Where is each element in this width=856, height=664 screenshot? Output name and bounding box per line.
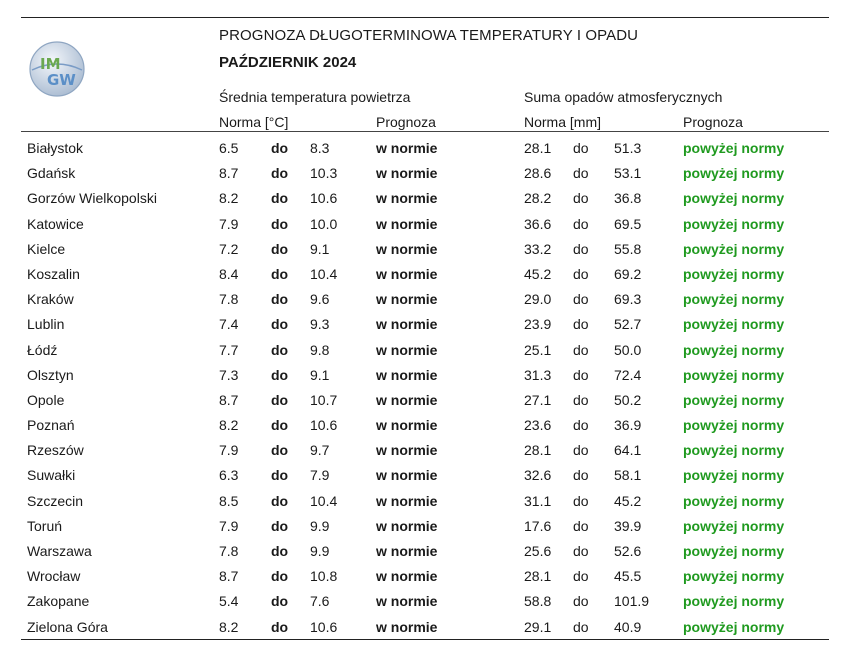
temp-norma-max: 10.8 bbox=[310, 568, 338, 585]
precip-norma-min: 28.1 bbox=[524, 442, 552, 459]
precip-forecast: powyżej normy bbox=[683, 417, 785, 434]
table-row bbox=[0, 615, 856, 640]
city-name: Koszalin bbox=[27, 265, 80, 282]
precip-range-sep: do bbox=[573, 517, 589, 534]
precip-range-sep: do bbox=[573, 215, 589, 232]
table-row bbox=[0, 212, 856, 237]
precip-norma-max: 50.2 bbox=[614, 391, 642, 408]
precip-norma-min: 28.1 bbox=[524, 140, 552, 156]
city-name: Rzeszów bbox=[27, 442, 84, 459]
precip-forecast: powyżej normy bbox=[683, 215, 785, 232]
precip-forecast: powyżej normy bbox=[683, 593, 785, 610]
precip-norma-max: 39.9 bbox=[614, 517, 642, 534]
temp-forecast: w normie bbox=[376, 165, 438, 182]
temp-range-sep: do bbox=[271, 316, 289, 333]
temp-range-sep: do bbox=[271, 190, 289, 207]
temp-forecast: w normie bbox=[376, 240, 438, 257]
temp-norma-min: 7.4 bbox=[219, 316, 239, 333]
temp-forecast: w normie bbox=[376, 442, 438, 459]
precip-norma-max: 58.1 bbox=[614, 467, 642, 484]
temp-norma-min: 7.2 bbox=[219, 240, 239, 257]
temp-range-sep: do bbox=[271, 593, 289, 610]
temp-norma-header: Norma [°C] bbox=[219, 114, 289, 130]
temp-range-sep: do bbox=[271, 417, 289, 434]
temp-forecast: w normie bbox=[376, 517, 438, 534]
precip-norma-max: 64.1 bbox=[614, 442, 642, 459]
precip-forecast: powyżej normy bbox=[683, 442, 785, 459]
precip-norma-max: 101.9 bbox=[614, 593, 650, 610]
bottom-rule bbox=[21, 639, 829, 640]
temperature-group-heading: Średnia temperatura powietrza bbox=[219, 89, 411, 105]
temp-forecast: w normie bbox=[376, 215, 438, 232]
temp-norma-min: 7.9 bbox=[219, 442, 239, 459]
city-name: Zielona Góra bbox=[27, 618, 108, 635]
temp-norma-min: 8.4 bbox=[219, 265, 239, 282]
temp-forecast: w normie bbox=[376, 291, 438, 308]
precip-prognoza-header: Prognoza bbox=[683, 114, 743, 130]
temp-norma-max: 7.9 bbox=[310, 467, 330, 484]
temp-range-sep: do bbox=[271, 391, 289, 408]
temp-norma-max: 10.7 bbox=[310, 391, 338, 408]
precip-norma-max: 72.4 bbox=[614, 366, 642, 383]
temp-range-sep: do bbox=[271, 215, 289, 232]
precip-norma-min: 32.6 bbox=[524, 467, 552, 484]
temp-forecast: w normie bbox=[376, 618, 438, 635]
table-row bbox=[0, 413, 856, 438]
table-row bbox=[0, 262, 856, 287]
precipitation-group-heading: Suma opadów atmosferycznych bbox=[524, 89, 723, 105]
precip-forecast: powyżej normy bbox=[683, 265, 785, 282]
precip-range-sep: do bbox=[573, 492, 589, 509]
temp-norma-max: 9.9 bbox=[310, 517, 330, 534]
city-name: Kielce bbox=[27, 240, 66, 257]
precip-norma-max: 40.9 bbox=[614, 618, 642, 635]
temp-forecast: w normie bbox=[376, 190, 438, 207]
header-rule bbox=[21, 131, 829, 132]
precip-forecast: powyżej normy bbox=[683, 543, 785, 559]
precip-forecast: powyżej normy bbox=[683, 140, 785, 156]
precip-norma-min: 36.6 bbox=[524, 215, 552, 232]
temp-norma-min: 7.7 bbox=[219, 341, 239, 358]
table-row bbox=[0, 489, 856, 514]
precip-range-sep: do bbox=[573, 543, 589, 559]
temp-forecast: w normie bbox=[376, 492, 438, 509]
temp-norma-min: 8.5 bbox=[219, 492, 239, 509]
temp-norma-max: 10.6 bbox=[310, 618, 338, 635]
city-name: Kraków bbox=[27, 291, 74, 308]
precip-norma-header: Norma [mm] bbox=[524, 114, 601, 130]
precip-norma-min: 25.6 bbox=[524, 543, 552, 559]
precip-forecast: powyżej normy bbox=[683, 467, 785, 484]
precip-norma-max: 51.3 bbox=[614, 140, 642, 156]
table-row bbox=[0, 287, 856, 312]
temp-range-sep: do bbox=[271, 291, 289, 308]
temp-norma-max: 9.7 bbox=[310, 442, 330, 459]
temp-norma-min: 7.8 bbox=[219, 291, 239, 308]
temp-norma-min: 8.7 bbox=[219, 568, 239, 585]
imgw-logo-icon bbox=[28, 40, 86, 98]
precip-range-sep: do bbox=[573, 240, 589, 257]
temp-norma-min: 7.3 bbox=[219, 366, 239, 383]
precip-forecast: powyżej normy bbox=[683, 568, 785, 585]
temp-forecast: w normie bbox=[376, 140, 438, 156]
temp-norma-max: 10.4 bbox=[310, 492, 338, 509]
precip-forecast: powyżej normy bbox=[683, 517, 785, 534]
precip-norma-min: 28.6 bbox=[524, 165, 552, 182]
table-row bbox=[0, 136, 856, 161]
precip-norma-max: 53.1 bbox=[614, 165, 642, 182]
precip-range-sep: do bbox=[573, 140, 589, 156]
city-name: Szczecin bbox=[27, 492, 84, 509]
temp-range-sep: do bbox=[271, 517, 289, 534]
precip-range-sep: do bbox=[573, 417, 589, 434]
precip-forecast: powyżej normy bbox=[683, 165, 785, 182]
precip-range-sep: do bbox=[573, 341, 589, 358]
table-row bbox=[0, 589, 856, 614]
temp-norma-min: 8.7 bbox=[219, 165, 239, 182]
precip-range-sep: do bbox=[573, 442, 589, 459]
temp-forecast: w normie bbox=[376, 593, 438, 610]
precip-norma-min: 23.6 bbox=[524, 417, 552, 434]
precip-norma-max: 45.5 bbox=[614, 568, 642, 585]
precip-norma-min: 58.8 bbox=[524, 593, 552, 610]
temp-range-sep: do bbox=[271, 618, 289, 635]
precip-norma-min: 28.2 bbox=[524, 190, 552, 207]
temp-forecast: w normie bbox=[376, 341, 438, 358]
city-name: Poznań bbox=[27, 417, 75, 434]
precip-forecast: powyżej normy bbox=[683, 291, 785, 308]
precip-norma-min: 29.0 bbox=[524, 291, 552, 308]
temp-forecast: w normie bbox=[376, 391, 438, 408]
precip-forecast: powyżej normy bbox=[683, 190, 785, 207]
precip-forecast: powyżej normy bbox=[683, 316, 785, 333]
table-row bbox=[0, 564, 856, 589]
precip-range-sep: do bbox=[573, 366, 589, 383]
precip-forecast: powyżej normy bbox=[683, 492, 785, 509]
temp-norma-min: 7.8 bbox=[219, 543, 239, 559]
table-row bbox=[0, 161, 856, 186]
temp-prognoza-header: Prognoza bbox=[376, 114, 436, 130]
temp-norma-max: 9.9 bbox=[310, 543, 330, 559]
temp-forecast: w normie bbox=[376, 543, 438, 559]
precip-norma-min: 27.1 bbox=[524, 391, 552, 408]
temp-range-sep: do bbox=[271, 240, 289, 257]
temp-norma-max: 9.1 bbox=[310, 240, 330, 257]
temp-norma-min: 6.5 bbox=[219, 140, 239, 156]
temp-norma-max: 10.4 bbox=[310, 265, 338, 282]
precip-norma-min: 31.1 bbox=[524, 492, 552, 509]
precip-range-sep: do bbox=[573, 291, 589, 308]
precip-norma-min: 31.3 bbox=[524, 366, 552, 383]
table-row bbox=[0, 463, 856, 488]
temp-range-sep: do bbox=[271, 467, 289, 484]
temp-range-sep: do bbox=[271, 341, 289, 358]
precip-range-sep: do bbox=[573, 165, 589, 182]
precip-range-sep: do bbox=[573, 618, 589, 635]
precip-norma-max: 36.9 bbox=[614, 417, 642, 434]
precip-norma-min: 33.2 bbox=[524, 240, 552, 257]
temp-forecast: w normie bbox=[376, 568, 438, 585]
temp-forecast: w normie bbox=[376, 316, 438, 333]
temp-norma-max: 9.3 bbox=[310, 316, 330, 333]
temp-range-sep: do bbox=[271, 492, 289, 509]
temp-norma-max: 10.3 bbox=[310, 165, 338, 182]
temp-range-sep: do bbox=[271, 568, 289, 585]
precip-norma-max: 69.3 bbox=[614, 291, 642, 308]
temp-norma-min: 8.2 bbox=[219, 190, 239, 207]
forecast-table bbox=[0, 136, 856, 640]
logo-text-top: IM bbox=[40, 55, 61, 73]
precip-range-sep: do bbox=[573, 593, 589, 610]
table-row bbox=[0, 539, 856, 564]
precip-range-sep: do bbox=[573, 568, 589, 585]
city-name: Gdańsk bbox=[27, 165, 76, 182]
precip-norma-max: 36.8 bbox=[614, 190, 642, 207]
temp-forecast: w normie bbox=[376, 265, 438, 282]
temp-range-sep: do bbox=[271, 265, 289, 282]
table-row bbox=[0, 186, 856, 211]
temp-norma-max: 9.6 bbox=[310, 291, 330, 308]
precip-norma-max: 69.5 bbox=[614, 215, 642, 232]
precip-range-sep: do bbox=[573, 190, 589, 207]
temp-forecast: w normie bbox=[376, 417, 438, 434]
precip-forecast: powyżej normy bbox=[683, 240, 785, 257]
temp-norma-max: 8.3 bbox=[310, 140, 330, 156]
temp-norma-max: 9.1 bbox=[310, 366, 330, 383]
temp-norma-max: 10.0 bbox=[310, 215, 338, 232]
precip-norma-max: 69.2 bbox=[614, 265, 642, 282]
table-row bbox=[0, 438, 856, 463]
precip-range-sep: do bbox=[573, 316, 589, 333]
temp-norma-max: 10.6 bbox=[310, 190, 338, 207]
city-name: Wrocław bbox=[27, 568, 81, 585]
table-row bbox=[0, 237, 856, 262]
city-name: Opole bbox=[27, 391, 65, 408]
precip-norma-min: 23.9 bbox=[524, 316, 552, 333]
city-name: Gorzów Wielkopolski bbox=[27, 190, 157, 207]
temp-norma-min: 6.3 bbox=[219, 467, 239, 484]
precip-norma-max: 45.2 bbox=[614, 492, 642, 509]
temp-range-sep: do bbox=[271, 442, 289, 459]
precip-forecast: powyżej normy bbox=[683, 366, 785, 383]
temp-range-sep: do bbox=[271, 366, 289, 383]
temp-norma-max: 10.6 bbox=[310, 417, 338, 434]
precip-norma-max: 52.6 bbox=[614, 543, 642, 559]
precip-forecast: powyżej normy bbox=[683, 341, 785, 358]
precip-norma-min: 29.1 bbox=[524, 618, 552, 635]
city-name: Łódź bbox=[27, 341, 58, 358]
precip-norma-min: 25.1 bbox=[524, 341, 552, 358]
top-rule bbox=[21, 17, 829, 18]
precip-norma-max: 52.7 bbox=[614, 316, 642, 333]
table-row bbox=[0, 514, 856, 539]
precip-range-sep: do bbox=[573, 265, 589, 282]
page-subtitle: PAŹDZIERNIK 2024 bbox=[219, 54, 357, 71]
table-row bbox=[0, 363, 856, 388]
temp-range-sep: do bbox=[271, 165, 289, 182]
city-name: Białystok bbox=[27, 140, 84, 156]
table-row bbox=[0, 312, 856, 337]
precip-norma-max: 50.0 bbox=[614, 341, 642, 358]
city-name: Olsztyn bbox=[27, 366, 74, 383]
precip-forecast: powyżej normy bbox=[683, 391, 785, 408]
city-name: Katowice bbox=[27, 215, 84, 232]
temp-norma-min: 7.9 bbox=[219, 517, 239, 534]
city-name: Zakopane bbox=[27, 593, 90, 610]
precip-norma-min: 45.2 bbox=[524, 265, 552, 282]
temp-norma-max: 7.6 bbox=[310, 593, 330, 610]
precip-forecast: powyżej normy bbox=[683, 618, 785, 635]
temp-range-sep: do bbox=[271, 543, 289, 559]
temp-norma-min: 8.2 bbox=[219, 417, 239, 434]
page-title: PROGNOZA DŁUGOTERMINOWA TEMPERATURY I OPADU bbox=[219, 27, 639, 44]
temp-forecast: w normie bbox=[376, 366, 438, 383]
city-name: Warszawa bbox=[27, 543, 92, 559]
temp-norma-min: 8.2 bbox=[219, 618, 239, 635]
logo-text-bottom: GW bbox=[47, 71, 76, 89]
precip-norma-min: 28.1 bbox=[524, 568, 552, 585]
temp-forecast: w normie bbox=[376, 467, 438, 484]
temp-norma-max: 9.8 bbox=[310, 341, 330, 358]
table-row bbox=[0, 388, 856, 413]
table-row bbox=[0, 338, 856, 363]
temp-range-sep: do bbox=[271, 140, 289, 156]
temp-norma-min: 7.9 bbox=[219, 215, 239, 232]
precip-range-sep: do bbox=[573, 467, 589, 484]
temp-norma-min: 8.7 bbox=[219, 391, 239, 408]
temp-norma-min: 5.4 bbox=[219, 593, 239, 610]
precip-norma-min: 17.6 bbox=[524, 517, 552, 534]
city-name: Lublin bbox=[27, 316, 65, 333]
city-name: Toruń bbox=[27, 517, 63, 534]
city-name: Suwałki bbox=[27, 467, 76, 484]
precip-range-sep: do bbox=[573, 391, 589, 408]
precip-norma-max: 55.8 bbox=[614, 240, 642, 257]
